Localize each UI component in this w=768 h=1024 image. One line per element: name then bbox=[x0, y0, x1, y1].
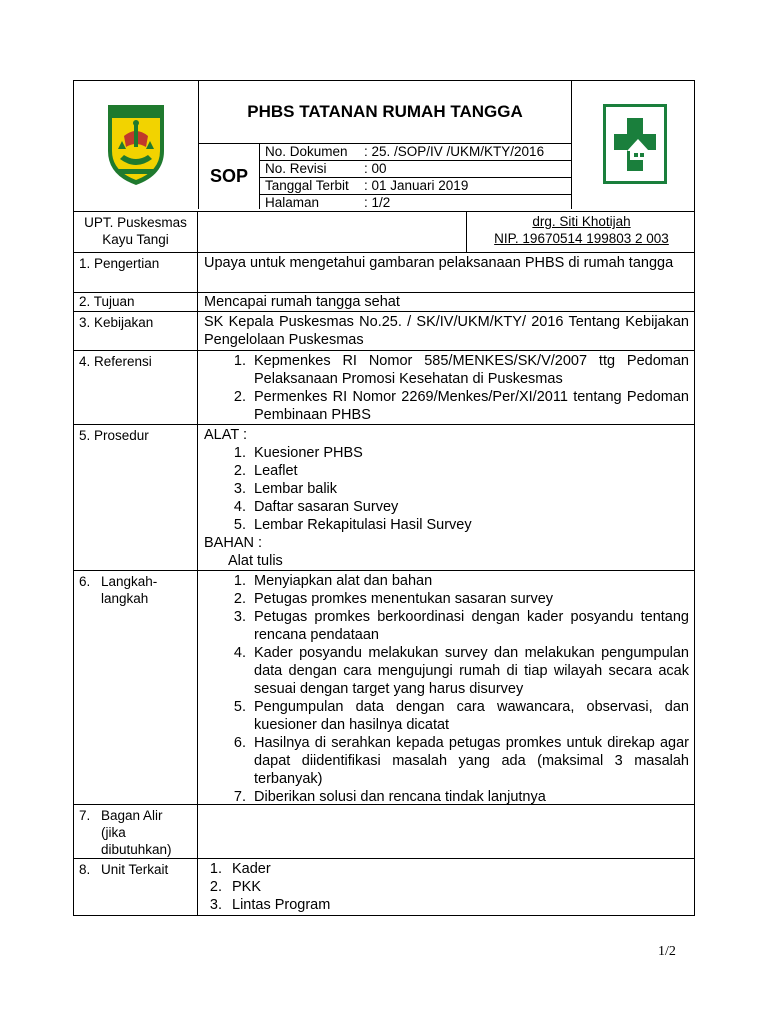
row-label bbox=[74, 571, 198, 804]
city-emblem-logo bbox=[74, 81, 198, 209]
row-content-empty bbox=[198, 805, 694, 858]
meta-key: Tanggal Terbit bbox=[265, 178, 349, 193]
header-block bbox=[73, 80, 695, 212]
meta-row-tanggal bbox=[260, 178, 571, 195]
signer-nip: NIP. 19670514 199803 2 003 bbox=[494, 231, 669, 246]
list-item: 1. Kader bbox=[226, 860, 689, 878]
upt-line-2: Kayu Tangi bbox=[102, 232, 169, 247]
referensi-list bbox=[204, 352, 689, 424]
sop-document bbox=[73, 80, 695, 916]
unit-list bbox=[204, 860, 689, 914]
row-label: 4. Referensi bbox=[74, 351, 198, 424]
list-item: 4. Kader posyandu melakukan survey dan melakukan pengumpulan data dengan cara mengujungi rumah di tiap wilayah secara acak sesuai dengan target yang harus disurvey bbox=[250, 644, 689, 698]
label-number: 6. bbox=[79, 574, 91, 589]
row-content: Upaya untuk mengetahui gambaran pelaksanaan PHBS di rumah tangga bbox=[204, 255, 674, 271]
row-content: SK Kepala Puskesmas No.25. / SK/IV/UKM/KTY/ 2016 Tentang Kebijakan Pengelolaan Puskesmas bbox=[204, 314, 689, 348]
row-content: Mencapai rumah tangga sehat bbox=[204, 294, 400, 310]
row-kebijakan bbox=[73, 312, 695, 351]
meta-value: : 25. /SOP/IV /UKM/KTY/2016 bbox=[364, 144, 545, 159]
meta-key: No. Revisi bbox=[265, 161, 327, 176]
list-item: 6. Hasilnya di serahkan kepada petugas promkes untuk direkap agar dapat diidentifikasi masalah yang ada (maksimal 3 masalah terbanyak) bbox=[250, 734, 689, 788]
label-text: Bagan Alir bbox=[101, 808, 163, 823]
list-item: 1. Kuesioner PHBS bbox=[250, 444, 689, 462]
list-item: 4. Daftar sasaran Survey bbox=[250, 498, 689, 516]
alat-list bbox=[204, 444, 689, 534]
meta-row-halaman bbox=[260, 195, 571, 211]
page-number: 1/2 bbox=[658, 944, 676, 959]
signer-cell bbox=[467, 212, 696, 252]
label-number: 8. bbox=[79, 862, 91, 877]
puskesmas-logo-cell bbox=[572, 81, 696, 209]
bahan-value: Alat tulis bbox=[228, 553, 283, 569]
list-item: 1. Menyiapkan alat dan bahan bbox=[250, 572, 689, 590]
langkah-list bbox=[204, 572, 689, 806]
list-item: 5. Lembar Rekapitulasi Hasil Survey bbox=[250, 516, 689, 534]
list-item: 5. Pengumpulan data dengan cara wawancara, observasi, dan kuesioner dan hasilnya dicatat bbox=[250, 698, 689, 734]
row-langkah bbox=[73, 571, 695, 805]
label-text: langkah bbox=[101, 591, 149, 606]
row-label bbox=[74, 859, 198, 915]
list-item: 3. Petugas promkes berkoordinasi dengan kader posyandu tentang rencana pendataan bbox=[250, 608, 689, 644]
list-item: 3. Lembar balik bbox=[250, 480, 689, 498]
row-label bbox=[74, 805, 198, 858]
label-text: (jika bbox=[101, 825, 126, 840]
list-item: 1. Kepmenkes RI Nomor 585/MENKES/SK/V/2007 ttg Pedoman Pelaksanaan Promosi Kesehatan di Puskesmas bbox=[250, 352, 689, 388]
list-item: 7. Diberikan solusi dan rencana tindak lanjutnya bbox=[250, 788, 689, 806]
meta-row-dokumen bbox=[260, 144, 571, 161]
upt-row bbox=[73, 212, 695, 253]
row-content bbox=[198, 351, 694, 424]
meta-row-revisi bbox=[260, 161, 571, 178]
header-middle bbox=[199, 81, 572, 209]
meta-value: : 01 Januari 2019 bbox=[364, 178, 469, 193]
label-text: dibutuhkan) bbox=[101, 842, 172, 857]
row-tujuan bbox=[73, 293, 695, 312]
sop-label: SOP bbox=[199, 144, 260, 209]
document-title: PHBS TATANAN RUMAH TANGGA bbox=[199, 81, 571, 144]
bahan-heading: BAHAN : bbox=[204, 535, 263, 551]
meta-key: No. Dokumen bbox=[265, 144, 348, 159]
row-pengertian bbox=[73, 253, 695, 293]
meta-value: : 00 bbox=[364, 161, 387, 176]
signer-name: drg. Siti Khotijah bbox=[532, 214, 631, 229]
row-referensi bbox=[73, 351, 695, 425]
label-text: Unit Terkait bbox=[101, 862, 169, 877]
list-item: 2. PKK bbox=[226, 878, 689, 896]
upt-blank-cell bbox=[199, 212, 467, 252]
upt-name bbox=[74, 212, 198, 252]
meta-key: Halaman bbox=[265, 195, 320, 210]
row-label: 1. Pengertian bbox=[74, 253, 198, 292]
puskesmas-logo bbox=[572, 81, 696, 209]
document-meta-table bbox=[260, 144, 571, 211]
city-emblem-cell bbox=[74, 81, 199, 209]
row-bagan-alir bbox=[73, 805, 695, 859]
row-content bbox=[198, 425, 694, 570]
list-item: 3. Lintas Program bbox=[226, 896, 689, 914]
list-item: 2. Permenkes RI Nomor 2269/Menkes/Per/XI/2011 tentang Pedoman Pembinaan PHBS bbox=[250, 388, 689, 424]
meta-value: : 1/2 bbox=[364, 195, 391, 210]
row-label: 5. Prosedur bbox=[74, 425, 198, 570]
label-number: 7. bbox=[79, 808, 91, 823]
row-content bbox=[198, 571, 694, 804]
row-content bbox=[198, 859, 694, 915]
row-label: 3. Kebijakan bbox=[74, 312, 198, 350]
list-item: 2. Petugas promkes menentukan sasaran survey bbox=[250, 590, 689, 608]
list-item: 2. Leaflet bbox=[250, 462, 689, 480]
alat-heading: ALAT : bbox=[204, 427, 247, 443]
row-label: 2. Tujuan bbox=[74, 293, 198, 311]
row-prosedur bbox=[73, 425, 695, 571]
label-text: Langkah- bbox=[101, 574, 158, 589]
upt-line-1: UPT. Puskesmas bbox=[84, 215, 187, 230]
row-unit-terkait bbox=[73, 859, 695, 916]
